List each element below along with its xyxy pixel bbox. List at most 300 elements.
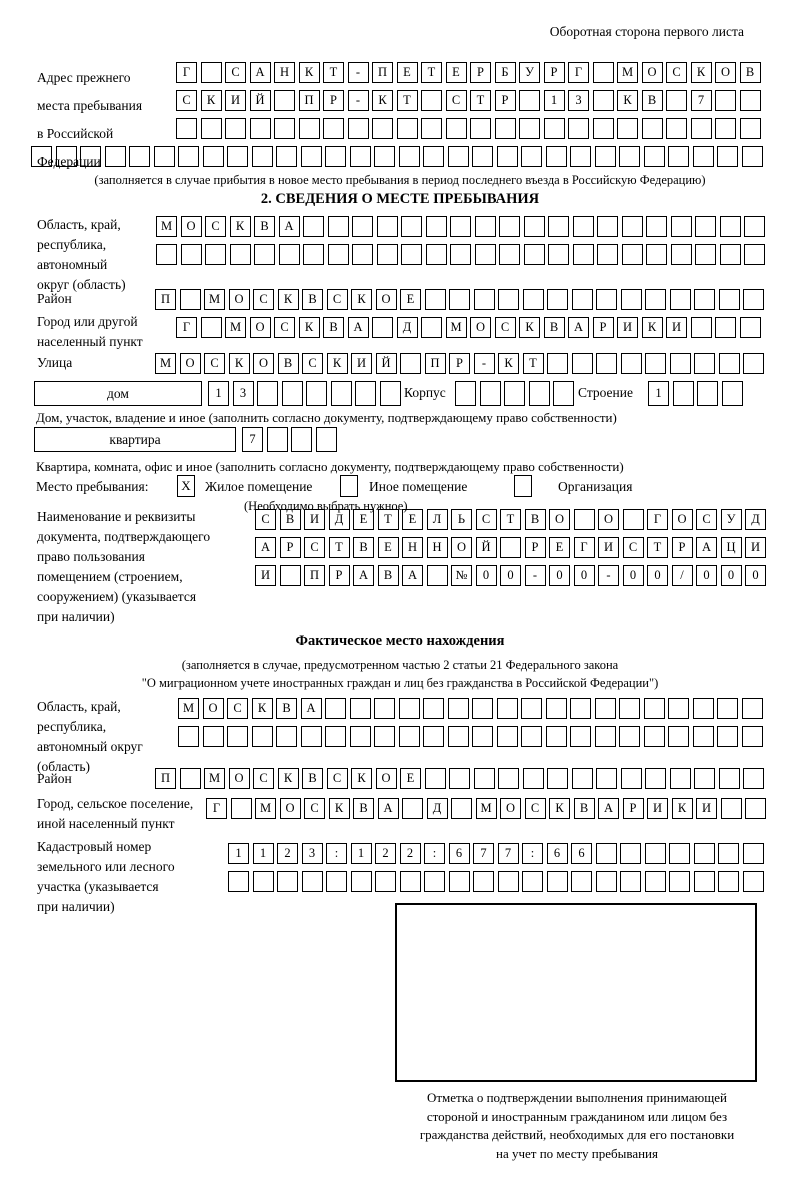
char-box [597,216,618,237]
char-box: В [254,216,275,237]
char-box: И [666,317,687,338]
char-box [521,146,542,167]
char-box: И [696,798,717,819]
char-box [423,726,444,747]
char-box [421,90,442,111]
char-box [201,118,222,139]
char-box [619,146,640,167]
char-box: О [280,798,301,819]
char-box [449,289,470,310]
char-box [622,216,643,237]
char-box [257,381,278,406]
house-caption: Дом, участок, владение и иное (заполнить согласно документу, подтверждающему право собственности) [36,410,617,425]
char-box [719,768,740,789]
char-box: 1 [253,843,274,864]
char-box: К [351,289,372,310]
char-box: О [180,353,201,374]
label-line: республика, [37,719,107,734]
street-row [155,353,764,374]
char-box: О [672,509,693,530]
char-box: К [327,353,348,374]
char-box [498,768,519,789]
char-box: И [304,509,325,530]
actual-district-label: Район [37,771,72,786]
char-box [691,118,712,139]
char-box: О [715,62,736,83]
label-line: при наличии) [37,609,115,624]
char-box: Г [574,537,595,558]
char-box [694,289,715,310]
char-box [399,726,420,747]
actual-region-row-1 [178,698,763,719]
char-box [621,289,642,310]
char-box [668,698,689,719]
char-box [740,90,761,111]
char-box [350,726,371,747]
char-box: 1 [208,381,229,406]
char-box [718,843,739,864]
stay-type-label: Место пребывания: [36,479,149,494]
char-box [623,509,644,530]
char-box [721,798,742,819]
char-box [325,726,346,747]
char-box: Д [329,509,350,530]
char-box [718,871,739,892]
residential-checkbox: X [177,475,195,497]
char-box [276,726,297,747]
char-box [448,146,469,167]
char-box [722,381,743,406]
char-box [474,289,495,310]
char-box: Е [400,768,421,789]
char-box [372,118,393,139]
char-box [254,244,275,265]
char-box [645,353,666,374]
char-box: 0 [549,565,570,586]
char-box [570,146,591,167]
char-box [302,871,323,892]
char-box [743,871,764,892]
char-box [546,698,567,719]
char-box [421,118,442,139]
char-box [426,216,447,237]
char-box: Т [523,353,544,374]
char-box [715,317,736,338]
char-box [352,244,373,265]
char-box [380,381,401,406]
char-box: 3 [302,843,323,864]
label-line: сооружением) (указывается [37,589,197,604]
char-box [178,726,199,747]
char-box: И [745,537,766,558]
char-box: Е [400,289,421,310]
char-box: С [327,768,348,789]
char-box [423,698,444,719]
char-box: Л [427,509,448,530]
char-box [374,698,395,719]
label-line: Область, край, [37,217,121,232]
char-box [201,62,222,83]
char-box: В [353,798,374,819]
char-box [31,146,52,167]
char-box [427,565,448,586]
char-box [544,118,565,139]
char-box [252,146,273,167]
char-box: В [302,289,323,310]
char-box: 3 [233,381,254,406]
char-box: С [302,353,323,374]
char-box [596,289,617,310]
label-line: населенный пункт [37,334,143,349]
char-box [227,146,248,167]
char-box: Ц [721,537,742,558]
char-box: И [351,353,372,374]
char-box: Й [476,537,497,558]
char-box [375,871,396,892]
char-box [180,768,201,789]
char-box [473,871,494,892]
char-box [572,768,593,789]
stroenie-label: Строение [578,385,633,400]
actual-region-label [37,697,143,777]
char-box: С [274,317,295,338]
char-box: И [617,317,638,338]
char-box: С [205,216,226,237]
char-box [717,726,738,747]
char-box [646,216,667,237]
char-box [670,353,691,374]
char-box: Т [500,509,521,530]
label-line: места пребывания [37,98,143,113]
char-box: 0 [476,565,497,586]
char-box [694,843,715,864]
char-box [299,118,320,139]
char-box: Е [353,509,374,530]
label-line: право пользования [37,549,145,564]
char-box [720,216,741,237]
char-box [306,381,327,406]
char-box: Н [402,537,423,558]
char-box [740,317,761,338]
char-box [301,146,322,167]
char-box: О [229,768,250,789]
char-box: 1 [648,381,669,406]
char-box [694,768,715,789]
char-box [498,871,519,892]
char-box: В [276,698,297,719]
char-box: А [568,317,589,338]
char-box: 0 [623,565,644,586]
char-box [323,118,344,139]
char-box [301,726,322,747]
char-box: П [425,353,446,374]
char-box [401,244,422,265]
label-line: Город или другой [37,314,138,329]
cadastre-label [37,837,175,917]
char-box: Е [446,62,467,83]
char-box [455,381,476,406]
residential-label: Жилое помещение [205,479,313,494]
city-label [37,312,143,352]
char-box [720,244,741,265]
char-box [695,216,716,237]
char-box: С [253,289,274,310]
label-line: земельного или лесного [37,859,175,874]
char-box: / [672,565,693,586]
char-box: К [372,90,393,111]
apartment-caption: Квартира, комната, офис и иное (заполнить согласно документу, подтверждающему право собственности) [36,459,624,474]
actual-location-note-2: "О миграционном учете иностранных граждан и лиц без гражданства в Российской Федерации") [141,676,659,690]
char-box: К [351,768,372,789]
char-box [276,146,297,167]
char-box: Р [525,537,546,558]
char-box [621,353,642,374]
char-box [668,146,689,167]
char-box [316,427,337,452]
char-box [397,118,418,139]
char-box [523,768,544,789]
char-box [619,698,640,719]
char-box: В [574,798,595,819]
char-box [331,381,352,406]
char-box: Н [274,62,295,83]
char-box [277,871,298,892]
char-box: Е [378,537,399,558]
char-box: С [623,537,644,558]
char-box [547,289,568,310]
char-box [593,90,614,111]
char-box [472,726,493,747]
char-box [547,353,568,374]
char-box [669,843,690,864]
label-line: Кадастровый номер [37,839,152,854]
char-box [250,118,271,139]
char-box [472,146,493,167]
char-box [521,726,542,747]
char-box: В [378,565,399,586]
char-box: Р [449,353,470,374]
label-line: стороной и иностранным гражданином или лицом без [426,1108,728,1124]
char-box: Й [250,90,271,111]
char-box: М [617,62,638,83]
char-box: Р [593,317,614,338]
char-box [668,726,689,747]
region-label [37,215,126,295]
char-box [570,698,591,719]
char-box [524,216,545,237]
stamp-area [395,903,757,1082]
char-box [742,726,763,747]
char-box [573,216,594,237]
char-box: О [229,289,250,310]
char-box: С [304,537,325,558]
char-box: Г [568,62,589,83]
char-box [426,244,447,265]
other-premises-checkbox [340,475,358,497]
char-box [372,317,393,338]
char-box [546,726,567,747]
char-box [105,146,126,167]
char-box [328,216,349,237]
char-box: С [227,698,248,719]
char-box: О [253,353,274,374]
prev-address-row-4 [31,146,763,167]
stamp-caption [388,1089,766,1163]
char-box [553,381,574,406]
char-box: Т [470,90,491,111]
char-box: В [740,62,761,83]
char-box: С [255,509,276,530]
house-type-box: дом [34,381,202,406]
char-box: М [204,289,225,310]
char-box [129,146,150,167]
city-row [176,317,761,338]
char-box [572,353,593,374]
label-line: Наименование и реквизиты [37,509,196,524]
char-box [523,289,544,310]
char-box [743,289,764,310]
char-box: 0 [647,565,668,586]
char-box: П [304,565,325,586]
char-box: Г [176,317,197,338]
char-box [446,118,467,139]
char-box: О [642,62,663,83]
char-box: С [204,353,225,374]
char-box: С [696,509,717,530]
char-box: 2 [375,843,396,864]
char-box [697,381,718,406]
char-box: К [329,798,350,819]
char-box [377,244,398,265]
char-box [451,798,472,819]
char-box [568,118,589,139]
char-box: - [525,565,546,586]
char-box: С [476,509,497,530]
char-box [499,216,520,237]
char-box: - [598,565,619,586]
char-box: 6 [571,843,592,864]
char-box [570,726,591,747]
char-box [374,726,395,747]
char-box: С [225,62,246,83]
char-box [595,146,616,167]
label-line: Область, край, [37,699,121,714]
label-line: гражданства действий, необходимых для его постановки [419,1127,735,1142]
label-line: Город, сельское поселение, [37,796,194,811]
char-box [529,381,550,406]
char-box [181,244,202,265]
char-box: С [495,317,516,338]
char-box: 7 [473,843,494,864]
char-box: 0 [696,565,717,586]
char-box: Й [376,353,397,374]
char-box [645,768,666,789]
char-box [470,118,491,139]
char-box [326,871,347,892]
label-line: помещением (строением, [37,569,183,584]
char-box [424,871,445,892]
char-box: 7 [498,843,519,864]
char-box [252,726,273,747]
char-box [522,871,543,892]
char-box: Р [470,62,491,83]
char-box: К [691,62,712,83]
prev-address-row-3 [176,118,761,139]
char-box [521,698,542,719]
char-box [480,381,501,406]
char-box [154,146,175,167]
char-box: Д [397,317,418,338]
char-box: Р [544,62,565,83]
char-box [475,244,496,265]
char-box [642,118,663,139]
char-box: О [470,317,491,338]
region-row-2 [156,244,765,265]
char-box [228,871,249,892]
char-box [719,289,740,310]
char-box: Р [323,90,344,111]
char-box: А [353,565,374,586]
char-box [472,698,493,719]
char-box [400,871,421,892]
char-box: А [598,798,619,819]
char-box [573,244,594,265]
char-box: Т [397,90,418,111]
char-box [593,118,614,139]
char-box [227,726,248,747]
char-box [691,317,712,338]
organization-checkbox [514,475,532,497]
document-row-2 [255,537,766,558]
char-box: Г [647,509,668,530]
char-box [548,216,569,237]
char-box: О [181,216,202,237]
char-box: А [301,698,322,719]
char-box: 6 [449,843,470,864]
house-number-row [208,381,401,406]
actual-city-row [206,798,766,819]
char-box [156,244,177,265]
char-box [595,698,616,719]
char-box: Р [672,537,693,558]
label-line: Федерации [37,154,101,169]
char-box [180,289,201,310]
char-box [572,289,593,310]
char-box: № [451,565,472,586]
char-box: К [672,798,693,819]
label-line: республика, [37,237,107,252]
char-box [402,798,423,819]
cadastre-row-1 [228,843,764,864]
char-box [374,146,395,167]
char-box [504,381,525,406]
document-label [37,507,210,627]
char-box [621,768,642,789]
char-box [267,427,288,452]
label-line: округ (область) [37,277,126,292]
char-box [646,244,667,265]
char-box: 7 [242,427,263,452]
char-box [619,726,640,747]
char-box [596,768,617,789]
char-box [547,871,568,892]
char-box: В [525,509,546,530]
char-box [421,317,442,338]
char-box [596,353,617,374]
char-box [399,698,420,719]
char-box [593,62,614,83]
char-box [670,289,691,310]
